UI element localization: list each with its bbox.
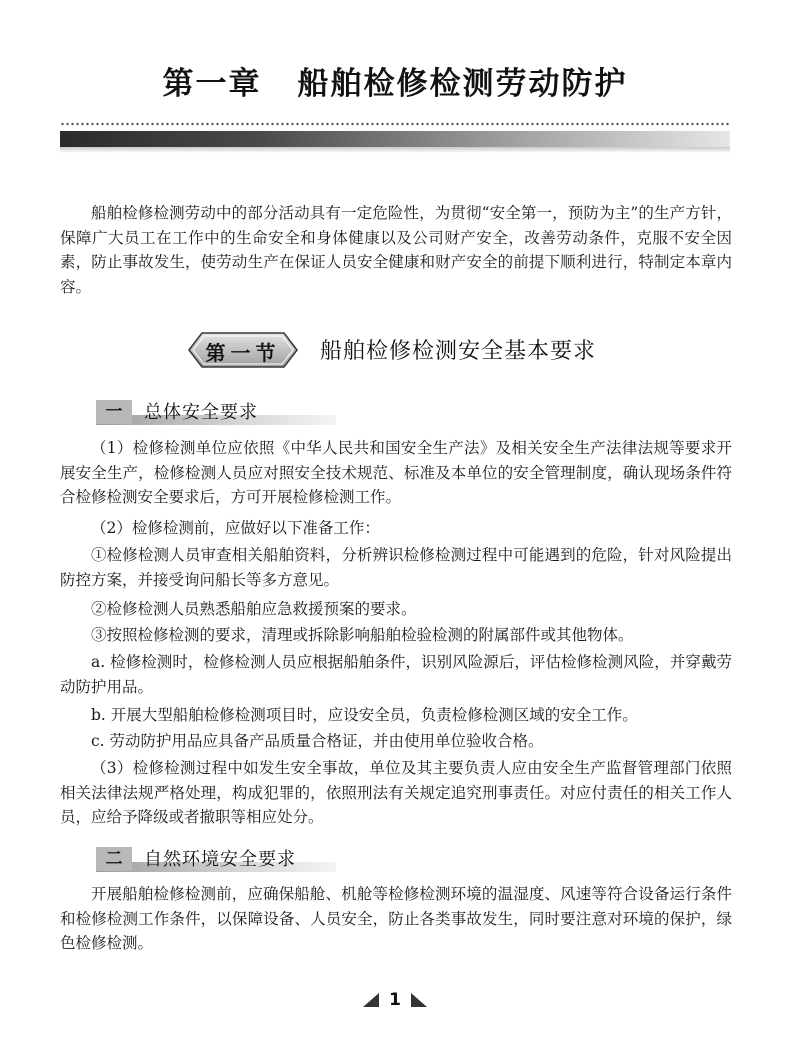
chapter-label: 第一章: [162, 66, 262, 102]
chapter-heading: [0, 58, 790, 103]
section-tag-label: 第一节: [205, 341, 281, 365]
intro-paragraph: 船舶检修检测劳动中的部分活动具有一定危险性，为贯彻“安全第一，预防为主”的生产方针，保障广大员工在工作中的生命安全和身体健康以及公司财产安全，改善劳动条件，克服不安全因素，防止事故发生，使劳动生产在保证人员安全健康和财产安全的前提下顺利进行，特制定本章内容。: [60, 204, 732, 296]
body-paragraph: （3）检修检测过程中如发生安全事故，单位及其主要负责人应由安全生产监督管理部门依照相关法律法规严格处理，构成犯罪的，依照刑法有关规定追究刑事责任。对应付责任的相关工作人员，应给予降级或者撤职等相应处分。: [60, 759, 732, 826]
subsection-title: 总体安全要求: [144, 402, 258, 423]
page-footer: [0, 990, 790, 1010]
body-paragraph: a. 检修检测时，检修检测人员应根据船舶条件，识别风险源后，评估检修检测风险，并穿戴劳动防护用品。: [60, 653, 732, 696]
body-paragraph: ③按照检修检测的要求，清理或拆除影响船舶检验检测的附属部件或其他物体。: [91, 626, 634, 644]
body-paragraph: （2）检修检测前，应做好以下准备工作：: [91, 519, 380, 537]
section-tag: [188, 332, 298, 368]
triangle-left-icon: [363, 993, 379, 1007]
dotted-rule: [60, 121, 730, 127]
chapter-title: 船舶检修检测劳动防护: [297, 66, 628, 102]
subsection-heading-1: [96, 398, 356, 426]
header-band-shadow: [60, 147, 730, 153]
body-paragraph: 开展船舶检修检测前，应确保船舱、机舱等检修检测环境的温湿度、风速等符合设备运行条件和检修检测工作条件，以保障设备、人员安全，防止各类事故发生，同时要注意对环境的保护，绿色检修检测。: [60, 885, 732, 952]
body-paragraph: c. 劳动防护用品应具备产品质量合格证，并由使用单位验收合格。: [91, 732, 544, 750]
body-paragraph: b. 开展大型船舶检修检测项目时，应设安全员，负责检修检测区域的安全工作。: [91, 706, 638, 724]
page-number: 1: [389, 990, 401, 1010]
triangle-right-icon: [411, 993, 427, 1007]
subsection-number: 二: [96, 847, 132, 871]
subsection-number: 一: [96, 400, 132, 424]
subsection-title: 自然环境安全要求: [144, 849, 296, 870]
body-paragraph: ①检修检测人员审查相关船舶资料，分析辨识检修检测过程中可能遇到的危险，针对风险提出防控方案，并接受询问船长等多方意见。: [60, 546, 732, 589]
section-title: 船舶检修检测安全基本要求: [320, 339, 597, 364]
body-paragraph: （1）检修检测单位应依照《中华人民共和国安全生产法》及相关安全生产法律法规等要求开展安全生产，检修检测人员应对照安全技术规范、标准及本单位的安全管理制度，确认现场条件符合检修检测安全要求后，方可开展检修检测工作。: [60, 439, 732, 506]
header-gradient-band: [60, 131, 730, 147]
body-paragraph: ②检修检测人员熟悉船舶应急救援预案的要求。: [91, 600, 417, 618]
subsection-heading-2: [96, 845, 356, 873]
